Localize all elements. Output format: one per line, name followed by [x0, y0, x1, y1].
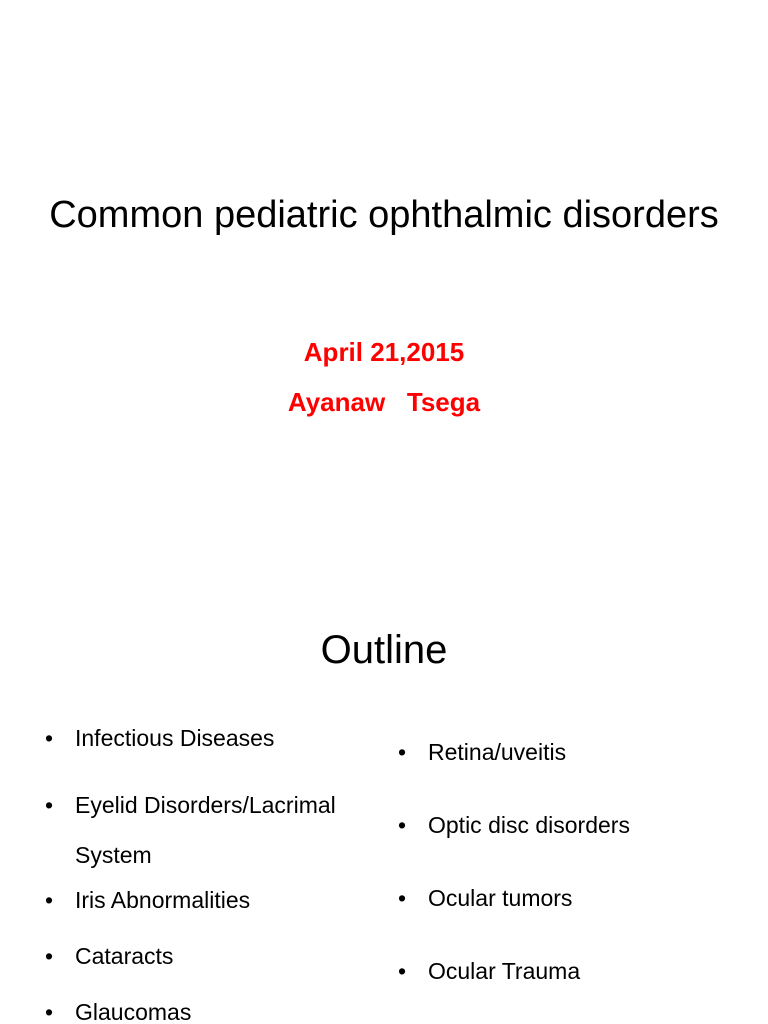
list-item-label: Ocular Trauma	[428, 958, 581, 984]
list-item-label: Iris Abnormalities	[75, 887, 251, 913]
outline-slide	[0, 576, 768, 1024]
outline-title: Outline	[320, 628, 448, 672]
list-item-label: Cataracts	[75, 943, 174, 969]
list-item	[45, 724, 375, 752]
bullet-icon: •	[45, 943, 54, 969]
bullet-icon: •	[398, 812, 407, 838]
list-item-label: Retina/uveitis	[428, 739, 567, 765]
bullet-icon: •	[45, 999, 54, 1024]
list-item	[398, 738, 738, 766]
bullet-icon: •	[45, 725, 54, 751]
bullet-icon: •	[45, 792, 54, 818]
list-item	[398, 957, 738, 985]
list-item	[398, 884, 738, 912]
bullet-icon: •	[398, 739, 407, 765]
bullet-icon: •	[45, 887, 54, 913]
presentation-date: April 21,2015	[303, 337, 465, 367]
list-item	[398, 811, 738, 839]
bullet-icon: •	[398, 958, 407, 984]
bullet-icon: •	[398, 885, 407, 911]
outline-list-right	[398, 738, 738, 1024]
list-item-label: Glaucomas	[75, 999, 192, 1024]
list-item	[45, 886, 375, 914]
list-item	[45, 998, 375, 1024]
slide-title: Common pediatric ophthalmic disorders	[49, 194, 719, 236]
list-item-label: Eyelid Disorders/Lacrimal System	[75, 792, 336, 868]
presenter-name: Ayanaw Tsega	[287, 387, 481, 417]
list-item-label: Ocular tumors	[428, 885, 573, 911]
list-item-label: Optic disc disorders	[428, 812, 630, 838]
list-item	[45, 780, 375, 880]
outline-list-left	[45, 724, 375, 1024]
list-item-label: Infectious Diseases	[75, 725, 275, 751]
list-item	[45, 942, 375, 970]
